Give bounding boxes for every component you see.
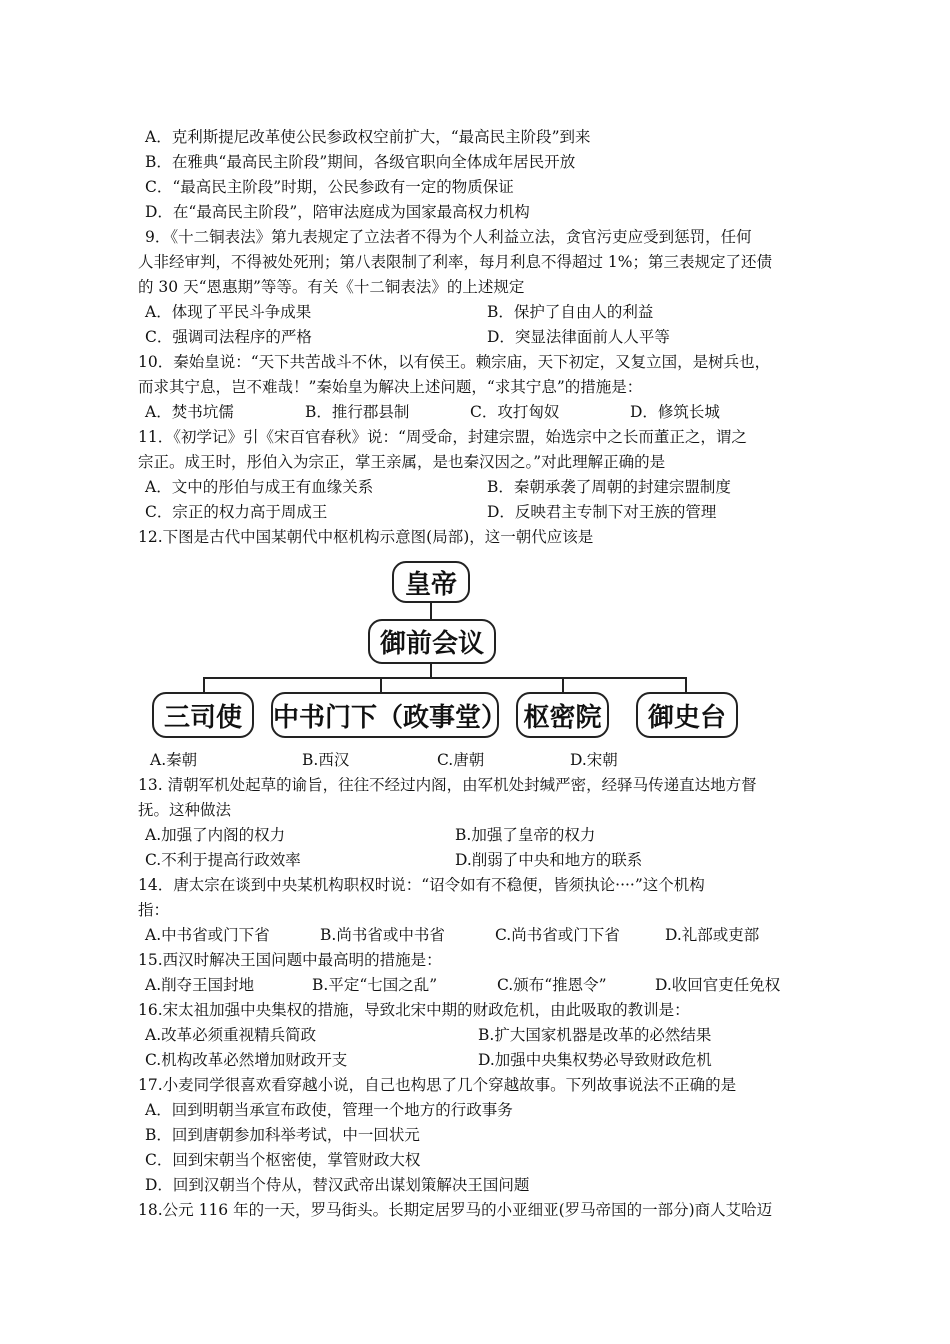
q11-option-d: D．反映君主专制下对王族的管理: [487, 503, 717, 521]
q13-option-a: A.加强了内阁的权力: [145, 826, 286, 844]
q14-option-d: D.礼部或吏部: [665, 926, 760, 944]
q17-option-d: D．回到汉朝当个侍从，替汉武帝出谋划策解决王国问题: [145, 1176, 530, 1194]
q16-option-d: D.加强中央集权势必导致财政危机: [478, 1051, 712, 1069]
emperor-box: 皇帝: [392, 561, 470, 603]
q14-stem-line: 指：: [138, 901, 170, 919]
q16-stem-line: 16.宋太祖加强中央集权的措施，导致北宋中期的财政危机，由此吸取的教训是：: [138, 1001, 690, 1019]
q10-option-c: C．攻打匈奴: [470, 403, 560, 421]
connector-line: [430, 662, 432, 678]
q9-option-b: B．保护了自由人的利益: [487, 303, 654, 321]
connector-bar: [203, 677, 685, 679]
q14-stem-line: 14．唐太宗在谈到中央某机构职权时说：“诏令如有不稳便，皆须执论····”这个机构: [138, 876, 705, 894]
q10-option-d: D．修筑长城: [630, 403, 720, 421]
q14-option-c: C.尚书省或门下省: [495, 926, 620, 944]
q15-option-c: C.颁布“推恩令”: [497, 976, 607, 994]
q13-option-d: D.削弱了中央和地方的联系: [455, 851, 643, 869]
q9-option-c: C．强调司法程序的严格: [145, 328, 312, 346]
q9-option-d: D．突显法律面前人人平等: [487, 328, 670, 346]
q9-stem-line: 人非经审判，不得被处死刑；第八表限制了利率，每月利息不得超过 1%；第三表规定了还债: [138, 253, 773, 271]
q9-stem-line: 9．《十二铜表法》第九表规定了立法者不得为个人利益立法，贪官污吏应受到惩罚，任何: [145, 228, 752, 246]
q13-option-b: B.加强了皇帝的权力: [455, 826, 596, 844]
q17-option-a: A．回到明朝当承宣布政使，管理一个地方的行政事务: [145, 1101, 513, 1119]
zhongshu-menxia-box: 中书门下（政事堂）: [271, 692, 499, 738]
q8-option-c: C．“最高民主阶段”时期，公民参政有一定的物质保证: [145, 178, 514, 196]
q10-option-a: A．焚书坑儒: [145, 403, 234, 421]
q11-option-b: B．秦朝承袭了周朝的封建宗盟制度: [487, 478, 731, 496]
q15-option-d: D.收回官吏任免权: [655, 976, 781, 994]
q12-option-d: D.宋朝: [570, 751, 618, 769]
yushitai-box: 御史台: [636, 692, 738, 738]
q16-option-b: B.扩大国家机器是改革的必然结果: [478, 1026, 712, 1044]
q13-option-c: C.不利于提高行政效率: [145, 851, 301, 869]
q10-stem-line: 10．秦始皇说：“天下共苦战斗不休，以有侯王。赖宗庙，天下初定，又复立国，是树兵也，: [138, 353, 771, 371]
q17-stem-line: 17.小麦同学很喜欢看穿越小说，自己也构思了几个穿越故事。下列故事说法不正确的是: [138, 1076, 737, 1094]
q12-stem: 12.下图是古代中国某朝代中枢机构示意图(局部)，这一朝代应该是: [138, 528, 594, 546]
q8-option-b: B．在雅典“最高民主阶段”期间，各级官职向全体成年居民开放: [145, 153, 576, 171]
q17-option-b: B．回到唐朝参加科举考试，中一回状元: [145, 1126, 420, 1144]
q8-option-d: D．在“最高民主阶段”，陪审法庭成为国家最高权力机构: [145, 203, 530, 221]
q12-option-a: A.秦朝: [150, 751, 198, 769]
sansishi-box: 三司使: [152, 692, 254, 738]
shumiyuan-box: 枢密院: [516, 692, 609, 738]
q14-option-a: A.中书省或门下省: [145, 926, 270, 944]
connector-line: [430, 601, 432, 621]
q16-option-a: A.改革必须重视精兵简政: [145, 1026, 317, 1044]
q11-option-c: C．宗正的权力高于周成王: [145, 503, 328, 521]
q10-option-b: B．推行郡县制: [305, 403, 410, 421]
q12-option-b: B.西汉: [302, 751, 350, 769]
q16-option-c: C.机构改革必然增加财政开支: [145, 1051, 348, 1069]
q15-option-a: A.削夺王国封地: [145, 976, 255, 994]
q15-stem-line: 15.西汉时解决王国问题中最高明的措施是：: [138, 951, 442, 969]
q11-option-a: A．文中的彤伯与成王有血缘关系: [145, 478, 374, 496]
q11-stem-line: 11．《初学记》引《宋百官春秋》说：“周受命，封建宗盟，始选宗中之长而董正之，谓之: [138, 428, 747, 446]
q15-option-b: B.平定“七国之乱”: [312, 976, 438, 994]
q10-stem-line: 而求其宁息，岂不难哉！”秦始皇为解决上述问题，“求其宁息”的措施是：: [138, 378, 643, 396]
q14-option-b: B.尚书省或中书省: [320, 926, 445, 944]
q9-option-a: A．体现了平民斗争成果: [145, 303, 312, 321]
q17-option-c: C．回到宋朝当个枢密使，掌管财政大权: [145, 1151, 421, 1169]
q12-option-c: C.唐朝: [437, 751, 485, 769]
q18-stem-line: 18.公元 116 年的一天，罗马街头。长期定居罗马的小亚细亚(罗马帝国的一部分)商人艾哈迈: [138, 1201, 773, 1219]
q8-option-a: A．克利斯提尼改革使公民参政权空前扩大，“最高民主阶段”到来: [145, 128, 591, 146]
q13-stem-line: 13. 清朝军机处起草的谕旨，往往不经过内阁，由军机处封缄严密，经驿马传递直达地方督: [138, 776, 757, 794]
q13-stem-line: 抚。这种做法: [138, 801, 232, 819]
q9-stem-line: 的 30 天“恩惠期”等等。有关《十二铜表法》的上述规定: [138, 278, 525, 296]
imperial-council-box: 御前会议: [368, 619, 496, 664]
q11-stem-line: 宗正。成王时，彤伯入为宗正，掌王亲属，是也秦汉因之。”对此理解正确的是: [138, 453, 666, 471]
